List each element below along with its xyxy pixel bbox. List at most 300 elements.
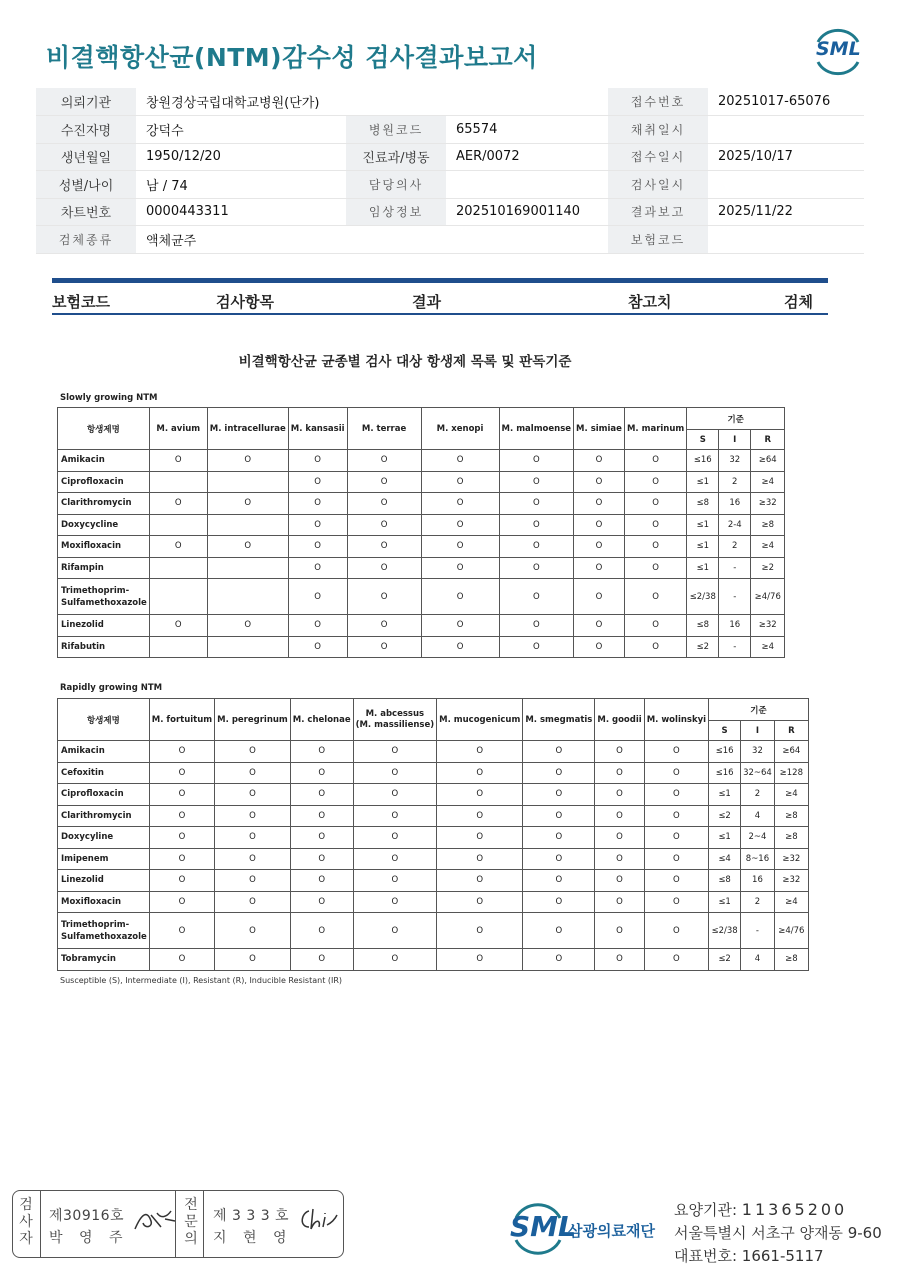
- criteria-r: ≥32: [774, 848, 808, 870]
- test-mark: O: [574, 615, 625, 637]
- test-mark: O: [437, 805, 523, 827]
- criteria-r: ≥2: [751, 557, 785, 579]
- drug-name: Linezolid: [58, 615, 150, 637]
- test-mark: O: [574, 514, 625, 536]
- info-label: 검사일시: [608, 171, 708, 199]
- test-mark: O: [149, 848, 214, 870]
- test-mark: O: [523, 827, 595, 849]
- criteria-s: ≤1: [687, 514, 719, 536]
- test-mark: O: [149, 615, 207, 637]
- test-mark: O: [290, 891, 353, 913]
- tester-name: 박 영 주: [49, 1230, 129, 1246]
- signature-box: [12, 1190, 344, 1258]
- test-mark: O: [207, 615, 288, 637]
- test-mark: O: [595, 805, 644, 827]
- info-value: AER/0072: [446, 143, 608, 171]
- test-mark: O: [595, 848, 644, 870]
- test-mark: O: [149, 949, 214, 971]
- criteria-header: 기준: [687, 408, 785, 430]
- test-mark: O: [523, 848, 595, 870]
- criteria-s: ≤1: [687, 471, 719, 493]
- info-label: 채취일시: [608, 116, 708, 144]
- test-mark: O: [595, 949, 644, 971]
- test-mark: O: [595, 913, 644, 949]
- criteria-r: ≥8: [774, 805, 808, 827]
- table-row: [58, 450, 785, 472]
- test-mark: O: [624, 615, 686, 637]
- test-mark: O: [437, 762, 523, 784]
- test-mark: O: [574, 493, 625, 515]
- info-value: 65574: [446, 116, 608, 144]
- info-value: 0000443311: [136, 198, 346, 226]
- criteria-r: ≥4/76: [751, 579, 785, 615]
- test-mark: O: [353, 870, 437, 892]
- info-value: 창원경상국립대학교병원(단가): [136, 88, 608, 116]
- drug-name: Trimethoprim- Sulfamethoxazole: [58, 579, 150, 615]
- rapid-group-title: Rapidly growing NTM: [60, 683, 163, 693]
- drug-name: Amikacin: [58, 741, 150, 763]
- criteria-i: -: [719, 636, 751, 658]
- test-mark: O: [288, 615, 347, 637]
- criteria-s: ≤16: [709, 741, 741, 763]
- test-mark: O: [421, 615, 499, 637]
- criteria-s: ≤1: [687, 557, 719, 579]
- criteria-i: 16: [741, 870, 775, 892]
- table-row: [58, 891, 809, 913]
- criteria-r: ≥64: [774, 741, 808, 763]
- organism-header: M. malmoense: [499, 408, 574, 450]
- info-value: [708, 226, 864, 254]
- drug-name: Rifabutin: [58, 636, 150, 658]
- test-mark: [207, 579, 288, 615]
- test-mark: O: [149, 784, 214, 806]
- test-mark: O: [215, 949, 291, 971]
- test-mark: O: [437, 784, 523, 806]
- criteria-i-header: I: [741, 721, 775, 741]
- header-specimen: 검체: [784, 293, 813, 311]
- test-mark: O: [437, 891, 523, 913]
- info-label: 결과보고: [608, 198, 708, 226]
- drug-name: Ciprofloxacin: [58, 784, 150, 806]
- test-mark: O: [288, 579, 347, 615]
- slow-group-title: Slowly growing NTM: [60, 393, 158, 403]
- test-mark: O: [288, 636, 347, 658]
- info-value: 1950/12/20: [136, 143, 346, 171]
- criteria-i: 2: [741, 784, 775, 806]
- test-mark: O: [624, 514, 686, 536]
- criteria-r: ≥4: [774, 784, 808, 806]
- test-mark: O: [215, 784, 291, 806]
- test-mark: O: [644, 848, 708, 870]
- test-mark: O: [437, 848, 523, 870]
- test-mark: O: [523, 870, 595, 892]
- interpretation-legend: Susceptible (S), Intermediate (I), Resistant (R), Inducible Resistant (IR): [60, 976, 343, 985]
- test-mark: O: [215, 913, 291, 949]
- criteria-s: ≤1: [709, 891, 741, 913]
- sml-logo-text: SML: [816, 38, 861, 60]
- criteria-s: ≤1: [687, 536, 719, 558]
- test-mark: O: [523, 762, 595, 784]
- tester-license-no: 제30916호: [49, 1208, 125, 1224]
- organism-header: M. goodii: [595, 699, 644, 741]
- header-result: 결과: [412, 293, 441, 311]
- test-mark: [207, 636, 288, 658]
- test-mark: [207, 514, 288, 536]
- test-mark: O: [499, 557, 574, 579]
- test-mark: O: [421, 471, 499, 493]
- criteria-r: ≥4/76: [774, 913, 808, 949]
- table-row: [58, 493, 785, 515]
- test-mark: O: [421, 493, 499, 515]
- test-mark: O: [523, 805, 595, 827]
- test-mark: O: [499, 471, 574, 493]
- criteria-i: 4: [741, 949, 775, 971]
- criteria-s: ≤2: [709, 949, 741, 971]
- test-mark: O: [215, 741, 291, 763]
- test-mark: O: [215, 827, 291, 849]
- test-mark: O: [624, 471, 686, 493]
- criteria-r: ≥32: [751, 615, 785, 637]
- test-mark: O: [644, 741, 708, 763]
- info-label: 수진자명: [36, 116, 136, 144]
- test-mark: O: [347, 557, 421, 579]
- criteria-s: ≤1: [709, 827, 741, 849]
- test-mark: [207, 471, 288, 493]
- criteria-i: 2: [719, 471, 751, 493]
- organism-header: M. marinum: [624, 408, 686, 450]
- test-mark: O: [353, 949, 437, 971]
- test-mark: O: [347, 615, 421, 637]
- test-mark: O: [215, 762, 291, 784]
- test-mark: O: [149, 891, 214, 913]
- organism-header: M. terrae: [347, 408, 421, 450]
- drug-header: 항생제명: [58, 699, 150, 741]
- test-mark: [149, 514, 207, 536]
- specialist-license-no: 제 3 3 3 호: [213, 1208, 290, 1224]
- criteria-s: ≤1: [709, 784, 741, 806]
- info-label: 성별/나이: [36, 171, 136, 199]
- test-mark: O: [437, 827, 523, 849]
- criteria-i: 4: [741, 805, 775, 827]
- table-row: [58, 913, 809, 949]
- footer-logo: [510, 1200, 660, 1256]
- criteria-r: ≥8: [751, 514, 785, 536]
- test-mark: O: [595, 741, 644, 763]
- organism-header: M. mucogenicum: [437, 699, 523, 741]
- test-mark: O: [347, 450, 421, 472]
- test-mark: O: [288, 450, 347, 472]
- info-value: 남 / 74: [136, 171, 346, 199]
- test-mark: O: [290, 827, 353, 849]
- test-mark: O: [624, 493, 686, 515]
- test-mark: O: [290, 762, 353, 784]
- organism-header: M. peregrinum: [215, 699, 291, 741]
- info-label: 진료과/병동: [346, 143, 446, 171]
- test-mark: O: [353, 848, 437, 870]
- info-label: 접수번호: [608, 88, 708, 116]
- table-row: [58, 536, 785, 558]
- organism-header: M. kansasii: [288, 408, 347, 450]
- test-mark: O: [149, 805, 214, 827]
- specialist-name: 지 현 영: [213, 1230, 293, 1246]
- test-mark: O: [288, 536, 347, 558]
- test-mark: O: [149, 827, 214, 849]
- test-mark: O: [353, 827, 437, 849]
- test-mark: O: [644, 913, 708, 949]
- test-mark: O: [644, 827, 708, 849]
- criteria-i: -: [719, 579, 751, 615]
- drug-name: Trimethoprim- Sulfamethoxazole: [58, 913, 150, 949]
- test-mark: O: [353, 891, 437, 913]
- test-mark: [149, 557, 207, 579]
- info-label: 임상정보: [346, 198, 446, 226]
- test-mark: O: [574, 636, 625, 658]
- test-mark: O: [290, 784, 353, 806]
- drug-name: Cefoxitin: [58, 762, 150, 784]
- drug-name: Clarithromycin: [58, 805, 150, 827]
- criteria-i: 32: [719, 450, 751, 472]
- criteria-i: 8~16: [741, 848, 775, 870]
- test-mark: O: [290, 741, 353, 763]
- test-mark: O: [215, 870, 291, 892]
- table-row: [58, 741, 809, 763]
- footer-code-label: 요양기관:: [674, 1201, 742, 1219]
- drug-name: Amikacin: [58, 450, 150, 472]
- test-mark: O: [215, 805, 291, 827]
- test-mark: O: [437, 870, 523, 892]
- info-value: 202510169001140: [446, 198, 608, 226]
- test-mark: O: [595, 827, 644, 849]
- test-mark: O: [149, 870, 214, 892]
- table-row: [58, 949, 809, 971]
- test-mark: O: [574, 450, 625, 472]
- info-value: 2025/11/22: [708, 198, 864, 226]
- test-mark: O: [149, 450, 207, 472]
- table-row: [58, 514, 785, 536]
- criteria-i: 32: [741, 741, 775, 763]
- test-mark: O: [290, 805, 353, 827]
- test-mark: O: [574, 471, 625, 493]
- test-mark: O: [499, 615, 574, 637]
- drug-header: 항생제명: [58, 408, 150, 450]
- test-mark: O: [574, 557, 625, 579]
- header-reference: 참고치: [628, 293, 672, 311]
- criteria-s: ≤8: [709, 870, 741, 892]
- info-value: 20251017-65076: [708, 88, 864, 116]
- test-mark: O: [149, 913, 214, 949]
- criteria-r: ≥4: [751, 471, 785, 493]
- test-mark: O: [574, 536, 625, 558]
- report-title: 비결핵항산균(NTM)감수성 검사결과보고서: [46, 43, 538, 72]
- drug-name: Linezolid: [58, 870, 150, 892]
- drug-name: Clarithromycin: [58, 493, 150, 515]
- test-mark: O: [644, 784, 708, 806]
- criteria-s: ≤2/38: [709, 913, 741, 949]
- info-label: 의뢰기관: [36, 88, 136, 116]
- test-mark: O: [421, 450, 499, 472]
- criteria-i: 32~64: [741, 762, 775, 784]
- test-mark: O: [523, 741, 595, 763]
- criteria-i: 2~4: [741, 827, 775, 849]
- table-row: [58, 557, 785, 579]
- criteria-r: ≥8: [774, 949, 808, 971]
- test-mark: O: [644, 870, 708, 892]
- info-value: 액체균주: [136, 226, 608, 254]
- organism-header: M. xenopi: [421, 408, 499, 450]
- info-value: 2025/10/17: [708, 143, 864, 171]
- drug-name: Moxifloxacin: [58, 536, 150, 558]
- test-mark: O: [595, 891, 644, 913]
- test-mark: O: [644, 762, 708, 784]
- test-mark: O: [595, 870, 644, 892]
- criteria-s: ≤16: [687, 450, 719, 472]
- table-row: [58, 805, 809, 827]
- table-row: [58, 579, 785, 615]
- criteria-i: -: [741, 913, 775, 949]
- drug-name: Doxycyline: [58, 827, 150, 849]
- test-mark: O: [290, 949, 353, 971]
- test-mark: O: [353, 805, 437, 827]
- footer-code-value: 11365200: [741, 1200, 848, 1219]
- criteria-r: ≥128: [774, 762, 808, 784]
- result-header-row: [52, 283, 828, 315]
- footer-address: 서울특별시 서초구 양재동 9-60: [674, 1224, 882, 1242]
- table-row: [58, 784, 809, 806]
- info-label: 보험코드: [608, 226, 708, 254]
- drug-name: Doxycycline: [58, 514, 150, 536]
- test-mark: O: [207, 450, 288, 472]
- test-mark: O: [149, 536, 207, 558]
- criteria-r: ≥32: [751, 493, 785, 515]
- test-mark: O: [523, 891, 595, 913]
- drug-name: Imipenem: [58, 848, 150, 870]
- test-mark: O: [353, 913, 437, 949]
- table-row: [58, 870, 809, 892]
- criteria-i: 2: [719, 536, 751, 558]
- criteria-i: 16: [719, 615, 751, 637]
- test-mark: O: [215, 891, 291, 913]
- criteria-r: ≥4: [751, 636, 785, 658]
- test-mark: O: [353, 741, 437, 763]
- table-row: [58, 848, 809, 870]
- test-mark: O: [290, 848, 353, 870]
- criteria-i: 16: [719, 493, 751, 515]
- test-mark: O: [499, 579, 574, 615]
- test-mark: O: [523, 913, 595, 949]
- table-subtitle: 비결핵항산균 균종별 검사 대상 항생제 목록 및 판독기준: [238, 354, 572, 370]
- test-mark: O: [347, 536, 421, 558]
- criteria-r: ≥64: [751, 450, 785, 472]
- test-mark: O: [421, 636, 499, 658]
- test-mark: O: [421, 514, 499, 536]
- table-row: [58, 827, 809, 849]
- info-label: 접수일시: [608, 143, 708, 171]
- test-mark: O: [644, 949, 708, 971]
- organism-header: M. fortuitum: [149, 699, 214, 741]
- test-mark: O: [499, 636, 574, 658]
- criteria-r-header: R: [751, 430, 785, 450]
- info-value: [708, 116, 864, 144]
- test-mark: O: [624, 557, 686, 579]
- test-mark: O: [207, 493, 288, 515]
- drug-name: Rifampin: [58, 557, 150, 579]
- test-mark: O: [574, 579, 625, 615]
- criteria-s: ≤16: [709, 762, 741, 784]
- table-row: [58, 471, 785, 493]
- test-mark: O: [624, 579, 686, 615]
- patient-info-table: [36, 88, 864, 254]
- footer-info: [674, 1198, 882, 1268]
- footer-logo-text: SML: [510, 1210, 576, 1243]
- criteria-r-header: R: [774, 721, 808, 741]
- info-label: 담당의사: [346, 171, 446, 199]
- tester-signature-icon: [131, 1205, 179, 1235]
- organism-header: M. avium: [149, 408, 207, 450]
- test-mark: O: [290, 913, 353, 949]
- specialist-signature-icon: [295, 1205, 339, 1235]
- test-mark: O: [624, 536, 686, 558]
- test-mark: O: [288, 557, 347, 579]
- test-mark: O: [644, 805, 708, 827]
- test-mark: O: [595, 762, 644, 784]
- criteria-s: ≤8: [687, 615, 719, 637]
- test-mark: O: [421, 557, 499, 579]
- table-row: [58, 762, 809, 784]
- test-mark: O: [347, 493, 421, 515]
- test-mark: [149, 579, 207, 615]
- criteria-r: ≥8: [774, 827, 808, 849]
- test-mark: O: [353, 762, 437, 784]
- test-mark: O: [437, 913, 523, 949]
- test-mark: O: [523, 949, 595, 971]
- criteria-s: ≤8: [687, 493, 719, 515]
- info-label: 병원코드: [346, 116, 446, 144]
- drug-name: Moxifloxacin: [58, 891, 150, 913]
- test-mark: O: [523, 784, 595, 806]
- footer-phone: 대표번호: 1661-5117: [674, 1247, 824, 1265]
- test-mark: O: [288, 493, 347, 515]
- info-value: 강덕수: [136, 116, 346, 144]
- drug-name: Ciprofloxacin: [58, 471, 150, 493]
- test-mark: O: [347, 579, 421, 615]
- test-mark: O: [421, 536, 499, 558]
- criteria-header: 기준: [709, 699, 809, 721]
- tester-label: 검 사 자: [19, 1197, 33, 1247]
- test-mark: O: [624, 450, 686, 472]
- specialist-label: 전 문 의: [184, 1197, 198, 1247]
- test-mark: O: [290, 870, 353, 892]
- test-mark: O: [288, 471, 347, 493]
- criteria-i-header: I: [719, 430, 751, 450]
- organism-header: M. wolinskyi: [644, 699, 708, 741]
- info-label: 검체종류: [36, 226, 136, 254]
- table-row: [58, 636, 785, 658]
- sml-logo: [812, 28, 864, 76]
- info-label: 차트번호: [36, 198, 136, 226]
- test-mark: O: [499, 536, 574, 558]
- organism-header: M. simiae: [574, 408, 625, 450]
- test-mark: O: [499, 514, 574, 536]
- test-mark: O: [347, 514, 421, 536]
- test-mark: [207, 557, 288, 579]
- test-mark: O: [288, 514, 347, 536]
- criteria-s: ≤2/38: [687, 579, 719, 615]
- test-mark: O: [347, 471, 421, 493]
- test-mark: O: [499, 450, 574, 472]
- header-insurance-code: 보험코드: [52, 293, 110, 311]
- criteria-r: ≥32: [774, 870, 808, 892]
- criteria-r: ≥4: [751, 536, 785, 558]
